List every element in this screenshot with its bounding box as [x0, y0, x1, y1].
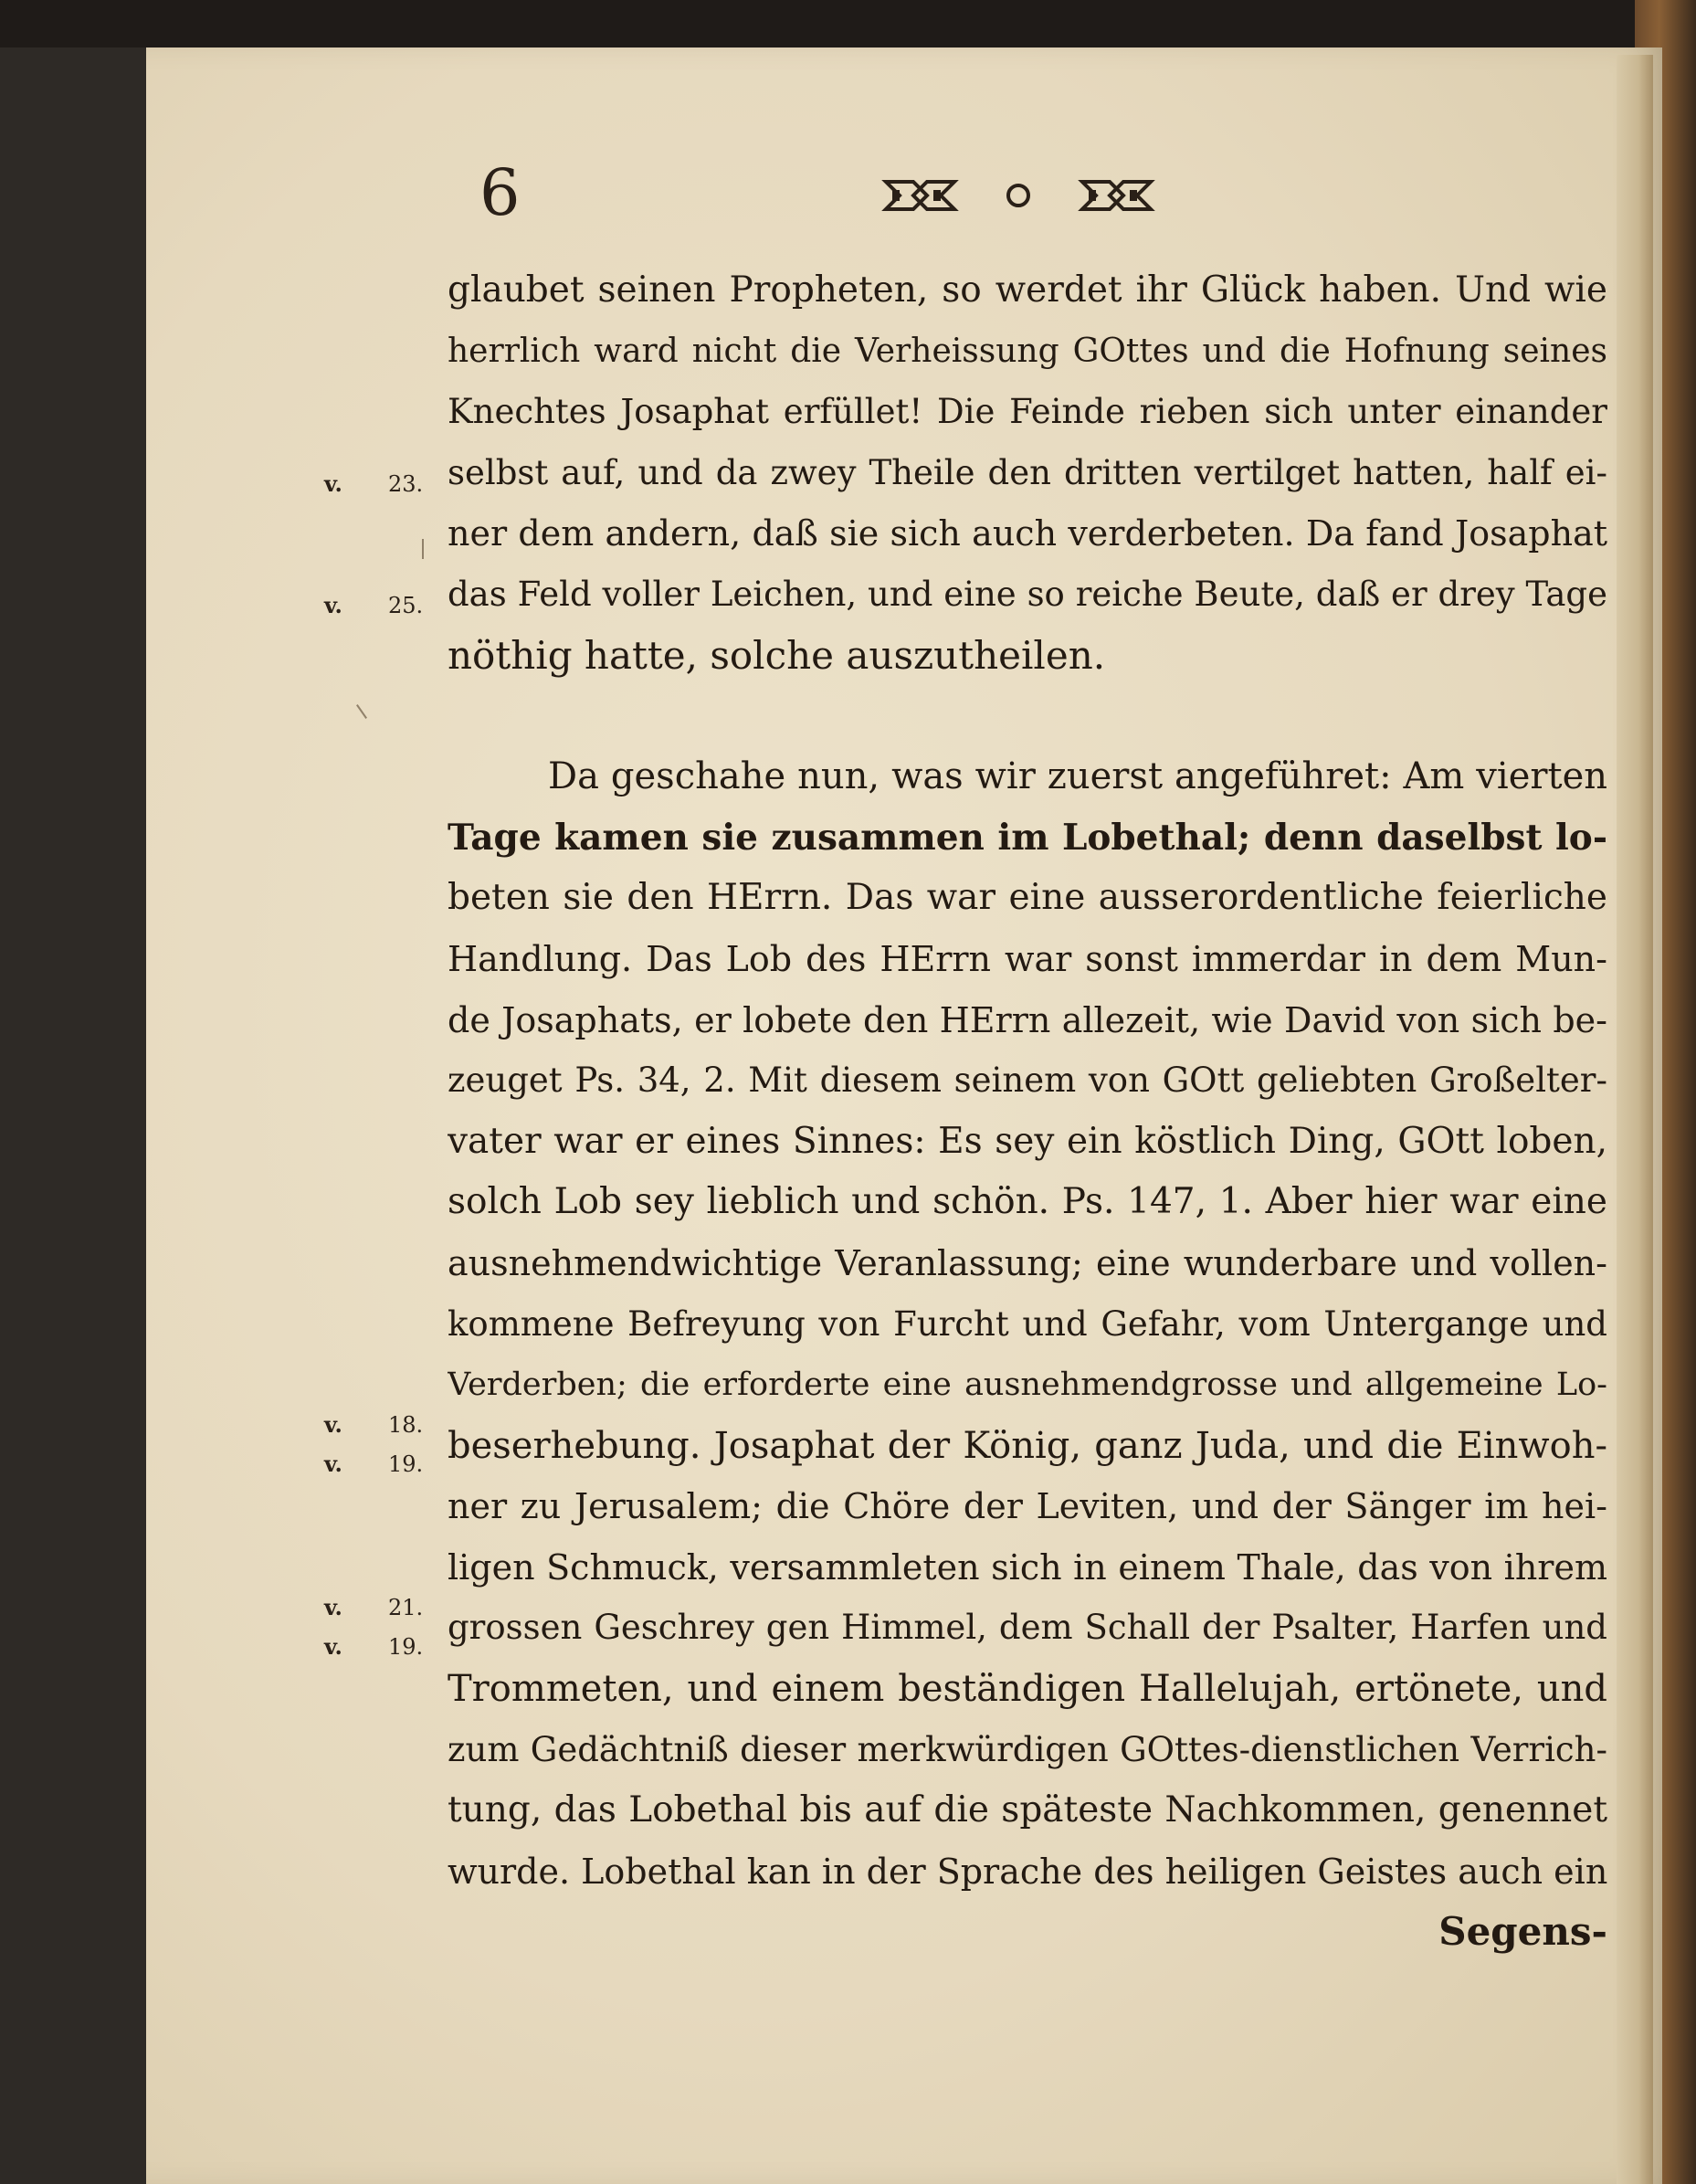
- text-line: kommene Befreyung von Furcht und Gefahr, vom Untergange und: [448, 1303, 1607, 1344]
- catchword: Segens-: [1438, 1909, 1607, 1955]
- paragraph: [448, 260, 1607, 686]
- margin-note: v. 18.: [324, 1411, 424, 1438]
- text-line: Trommeten, und einem beständigen Hallelujah, ertönete, und: [448, 1668, 1607, 1711]
- text-line: ligen Schmuck, versammleten sich in einem Thale, das von ihrem: [448, 1546, 1607, 1588]
- margin-note: v. 21.: [324, 1594, 424, 1620]
- text-line: glaubet seinen Propheten, so werdet ihr Glück haben. Und wie: [448, 269, 1607, 311]
- stray-mark: [422, 539, 424, 559]
- page-number: 6: [479, 155, 521, 230]
- body-text: [448, 260, 1607, 1963]
- page-gutter-edge: [1617, 55, 1653, 2184]
- text-line: beserhebung. Josaphat der König, ganz Juda, und die Einwoh-: [448, 1424, 1607, 1467]
- text-line: beten sie den HErrn. Das war eine ausserordentliche feierliche: [448, 877, 1607, 919]
- text-line: ner dem andern, daß sie sich auch verderbeten. Da fand Josaphat: [448, 513, 1607, 554]
- text-line: ausnehmendwichtige Veranlassung; eine wunderbare und vollen-: [448, 1242, 1607, 1283]
- text-line: vater war er eines Sinnes: Es sey ein köstlich Ding, GOtt loben,: [448, 1120, 1607, 1162]
- text-line: tung, das Lobethal bis auf die späteste Nachkommen, genennet: [448, 1789, 1607, 1831]
- text-line-emphasis: Tage kamen sie zusammen im Lobethal; denn daselbst lo-: [448, 816, 1607, 859]
- text-line: grossen Geschrey gen Himmel, dem Schall der Psalter, Harfen und: [448, 1608, 1607, 1648]
- margin-note: v. 19.: [324, 1451, 424, 1477]
- paragraph: [448, 746, 1607, 1902]
- text-line: nöthig hatte, solche auszutheilen.: [448, 632, 1106, 678]
- running-header: [0, 155, 1696, 237]
- scan-backdrop-top: [0, 0, 1696, 47]
- text-line: de Josaphats, er lobete den HErrn allezeit, wie David von sich be-: [448, 999, 1607, 1040]
- text-line: wurde. Lobethal kan in der Sprache des heiligen Geistes auch ein: [448, 1851, 1607, 1892]
- text-line: Verderben; die erforderte eine ausnehmendgrosse und allgemeine Lo-: [448, 1366, 1607, 1404]
- margin-note: v. 25.: [324, 592, 424, 618]
- text-line: ner zu Jerusalem; die Chöre der Leviten, und der Sänger im hei-: [448, 1486, 1607, 1527]
- text-line: Handlung. Das Lob des HErrn war sonst immerdar in dem Mun-: [448, 938, 1607, 979]
- margin-note: v. 23.: [324, 470, 424, 497]
- text-line: Knechtes Josaphat erfüllet! Die Feinde rieben sich unter einander: [448, 392, 1607, 432]
- text-line: solch Lob sey lieblich und schön. Ps. 147, 1. Aber hier war eine: [448, 1181, 1607, 1223]
- text-line: Da geschahe nun, was wir zuerst angeführet: Am vierten: [548, 755, 1607, 798]
- text-line: das Feld voller Leichen, und eine so reiche Beute, daß er drey Tage: [448, 574, 1607, 614]
- text-line: selbst auf, und da zwey Theile den dritten vertilget hatten, half ei-: [448, 452, 1607, 492]
- ornament-icon: [881, 168, 1155, 223]
- text-line: herrlich ward nicht die Verheissung GOttes und die Hofnung seines: [448, 332, 1607, 370]
- margin-note: v. 19.: [324, 1633, 424, 1660]
- text-line: zeuget Ps. 34, 2. Mit diesem seinem von GOtt geliebten Großelter-: [448, 1060, 1607, 1101]
- text-line: zum Gedächtniß dieser merkwürdigen GOttes-dienstlichen Verrich-: [448, 1729, 1607, 1769]
